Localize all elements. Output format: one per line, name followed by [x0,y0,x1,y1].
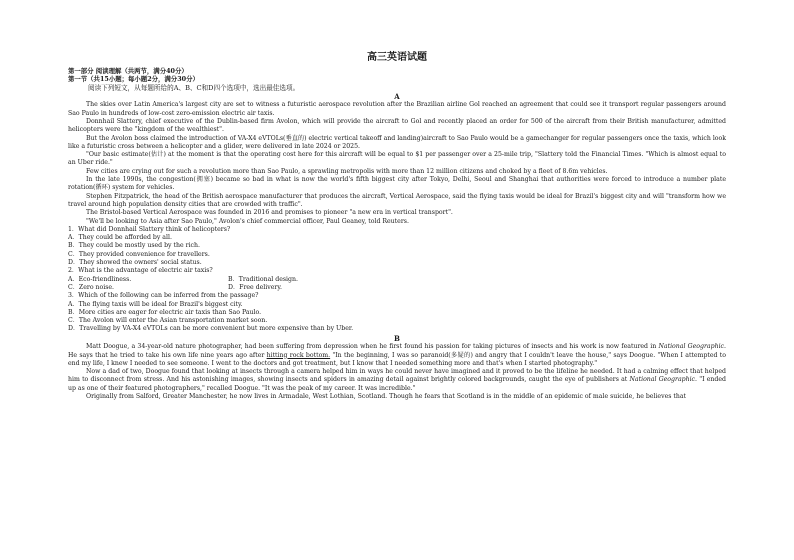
paragraph: "We'll be looking to Asia after Sao Paulo," Avolon's chief commercial officer, Paul Geaney, told Reuters. [86,217,409,225]
option-c: C．Zero noise. [68,283,115,291]
question-stem: 1．What did Donnhail Slattery think of helicopters? [68,225,231,233]
option-b: B．Traditional design. [228,275,298,283]
magazine-name: National Geographic [629,376,696,384]
passage-b-letter: B [394,333,400,343]
underlined-phrase: hitting rock bottom. [266,351,331,359]
option-d: D．Travelling by VA-X4 eVTOLs can be more convenient but more expensive than by Uber. [68,325,354,333]
option-b: B．They could be mostly used by the rich. [68,242,200,250]
passage-a [68,101,726,225]
option-c: C．The Avolon will enter the Asian transportation market soon. [68,317,268,325]
text-run: . "I ended up as one of their featured photographers," recalled Doogue. "It was the peak of my career. It was incredible." [68,376,726,392]
option-row [68,284,726,292]
question-1 [68,226,726,267]
option-a: A．They could be afforded by all. [68,234,172,242]
option-a: A．The flying taxis will be ideal for Brazil's biggest city. [68,300,243,308]
paragraph: Few cities are crying out for such a revolution more than Sao Paulo, a sprawling metropolis with more than 12 million citizens and choked by a fleet of 8.6m vehicles. [86,167,608,175]
question-3 [68,292,726,333]
paragraph: Donnhail Slattery, chief executive of the Dublin-based firm Avolon, which will provide the aircraft to Gol and recently placed an order for 500 of the aircraft from their British manufacturer, admitted helicopters were the "kingdom of the wealthiest". [68,117,726,134]
part-heading: 第一部分 阅读理解（共两节，满分40分） [68,67,188,75]
paragraph: The Bristol-based Vertical Aerospace was founded in 2016 and promises to pioneer "a new era in vertical transport". [86,209,453,217]
paragraph: But the Avolon boss claimed the introduction of VA-X4 eVTOLs(垂直的) electric vertical takeoff and landing)aircraft to Sao Paulo would be a gamechanger for regular passengers once the taxis, which look like a futuristic cross between a helicopter and a glider, were delivered in late 2024 or 2025. [68,134,726,150]
passage-a-letter: A [394,91,400,101]
option-d: D．Free delivery. [228,283,283,291]
passage-b [68,343,726,401]
option-c: C．They provided convenience for travellers. [68,250,210,258]
paragraph [68,343,726,368]
magazine-name: National Geographic [658,343,725,351]
paragraph [68,368,726,393]
option-a: A．Eco-friendliness. [68,275,132,283]
question-2 [68,267,726,292]
page-title: 高三英语试题 [367,52,427,63]
paragraph: The skies over Latin America's largest city are set to witness a futuristic aerospace revolution after the Brazilian airline Gol reached an agreement that could see it transport regular passengers around Sao Paulo in hundreds of low-cost zero-emission electric air taxis. [68,101,726,117]
question-stem: 3．Which of the following can be inferred from the passage? [68,292,259,300]
question-stem: 2．What is the advantage of electric air taxis? [68,267,213,275]
exam-page [68,52,726,401]
paragraph: In the late 1990s, the congestion(拥塞) became so bad in what is now the world's fifth biggest city after Tokyo, Delhi, Seoul and Shanghai that authorities were forced to introduce a number plate rotation(循环) system for vehicles. [68,176,726,192]
option-d: D．They showed the owners' social status. [68,259,202,267]
text-run: Now a dad of two, Doogue found that looking at insects through a camera helped him in ways he could never have imagined and it proved to be the lifeline he needed. It had a calming effect that helped him to disconnect from stress. And his astonishing images, showing insects and spiders in amazing detail against brightly colored backgrounds, caught the eye of publishers at [68,368,726,384]
paragraph: Originally from Salford, Greater Manchester, he now lives in Armadale, West Lothian, Scotland. Though he fears that Scotland is in the middle of an epidemic of male suicide, he believes that [86,392,687,400]
paragraph: Stephen Fitzpatrick, the head of the British aerospace manufacturer that produces the aircraft, Vertical Aerospace, said the flying taxis would be ideal for Brazil's biggest city and will "transform how we travel around high population density cities that are crowded with traffic". [68,192,726,208]
paragraph: "Our basic estimate(估计) at the moment is that the operating cost here for this aircraft will be equal to $1 per passenger over a 25-mile trip, "Slattery told the Financial Times. "Which is almost equal to an Uber ride." [68,151,726,167]
instruction: 阅读下列短文，从每题所给的A、B、C和D四个选项中，选出最佳选项。 [88,83,300,92]
section-heading: 第一节（共15小题；每小题2分，满分30分） [68,75,199,84]
option-row [68,276,726,284]
text-run: Matt Doogue, a 34-year-old nature photographer, had been suffering from depression when he first found his passion for taking pictures of insects and his work is now featured in [86,343,659,351]
text-run: "In the beginning, I was so paranoid(多疑的) and angry that I couldn't leave the house," says Doogue. "When I attempted to end my life, I knew I needed to see someone. I went to the doctors and got treatment, but I know that I needed something more and that's when I started photography." [68,351,726,367]
option-b: B．More cities are eager for electric air taxis than Sao Paulo. [68,308,262,316]
text-run: . He says that he tried to take his own life nine years ago after [68,343,726,359]
